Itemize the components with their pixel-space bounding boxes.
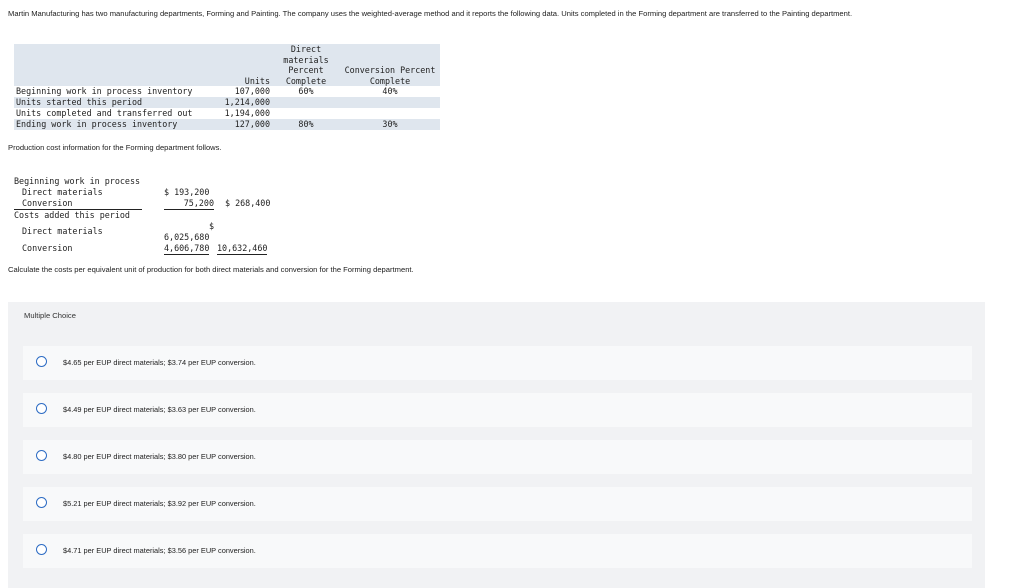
costs-added-row	[14, 209, 142, 221]
beg-total: $ 268,400	[225, 198, 271, 208]
add-dm-dollar: $	[208, 221, 214, 231]
row-units: 1,214,000	[224, 97, 270, 107]
add-dm-label: Direct materials	[22, 226, 103, 236]
units-header: Units	[208, 44, 272, 86]
row-dm-percent	[272, 108, 340, 119]
units-row	[14, 97, 440, 108]
row-label: Ending work in process inventory	[16, 119, 178, 129]
row-dm-percent: 80%	[298, 119, 314, 129]
multiple-choice-label: Multiple Choice	[24, 311, 76, 320]
add-conv-value: 4,606,780	[164, 243, 210, 253]
answer-option[interactable]	[23, 534, 972, 568]
units-row	[14, 119, 440, 130]
question-text: Calculate the costs per equivalent unit of production for both direct materials and conversion for the Forming department.	[8, 265, 414, 274]
answer-option[interactable]	[23, 346, 972, 380]
problem-intro: Martin Manufacturing has two manufacturing departments, Forming and Painting. The company uses the weighted-average method and it reports the following data. Units completed in the Forming department are transferred to the Painting department.	[8, 9, 853, 18]
direct-materials-header: Direct materials Percent Complete	[272, 44, 340, 86]
answer-option[interactable]	[23, 487, 972, 521]
beg-dm-value: $ 193,200	[164, 187, 210, 197]
beg-conv-value: 75,200	[164, 198, 214, 210]
radio-button[interactable]	[36, 403, 47, 414]
row-label: Units completed and transferred out	[16, 108, 193, 118]
radio-button[interactable]	[36, 544, 47, 555]
answer-option-text: $4.49 per EUP direct materials; $3.63 per EUP conversion.	[63, 405, 256, 414]
add-dm-row	[14, 221, 214, 243]
radio-button[interactable]	[36, 450, 47, 461]
row-conv-percent: 30%	[382, 119, 398, 129]
cost-info-note: Production cost information for the Forming department follows.	[8, 143, 222, 152]
radio-button[interactable]	[36, 356, 47, 367]
answer-option[interactable]	[23, 393, 972, 427]
row-conv-percent	[340, 108, 440, 119]
row-label: Beginning work in process inventory	[16, 86, 193, 96]
units-table-corner	[14, 44, 208, 86]
units-row	[14, 86, 440, 97]
add-conv-row	[14, 243, 268, 254]
row-units: 1,194,000	[224, 108, 270, 118]
radio-button[interactable]	[36, 497, 47, 508]
beg-dm-row	[14, 187, 210, 198]
row-conv-percent	[340, 97, 440, 108]
add-dm-value: 6,025,680	[164, 232, 210, 242]
row-dm-percent	[272, 97, 340, 108]
units-table	[14, 44, 440, 130]
beg-conv-row	[14, 198, 271, 209]
units-row	[14, 108, 440, 119]
answer-option-text: $4.80 per EUP direct materials; $3.80 per EUP conversion.	[63, 452, 256, 461]
beg-dm-label: Direct materials	[22, 187, 103, 197]
costs-added-label: Costs added this period	[14, 210, 130, 220]
row-label: Units started this period	[16, 97, 143, 107]
add-total: 10,632,460	[217, 243, 268, 253]
row-units: 107,000	[234, 86, 270, 96]
beg-conv-label: Conversion	[22, 198, 73, 208]
answer-option[interactable]	[23, 440, 972, 474]
beginning-wip-row	[14, 176, 142, 187]
row-units: 127,000	[234, 119, 270, 129]
answer-option-text: $4.71 per EUP direct materials; $3.56 per EUP conversion.	[63, 546, 256, 555]
add-conv-label: Conversion	[22, 243, 73, 253]
answer-option-text: $5.21 per EUP direct materials; $3.92 per EUP conversion.	[63, 499, 256, 508]
row-conv-percent: 40%	[382, 86, 398, 96]
cost-table	[14, 176, 271, 254]
row-dm-percent: 60%	[298, 86, 314, 96]
answer-option-text: $4.65 per EUP direct materials; $3.74 per EUP conversion.	[63, 358, 256, 367]
conversion-header: Conversion Percent Complete	[340, 44, 440, 86]
beginning-wip-label: Beginning work in process	[14, 176, 141, 186]
